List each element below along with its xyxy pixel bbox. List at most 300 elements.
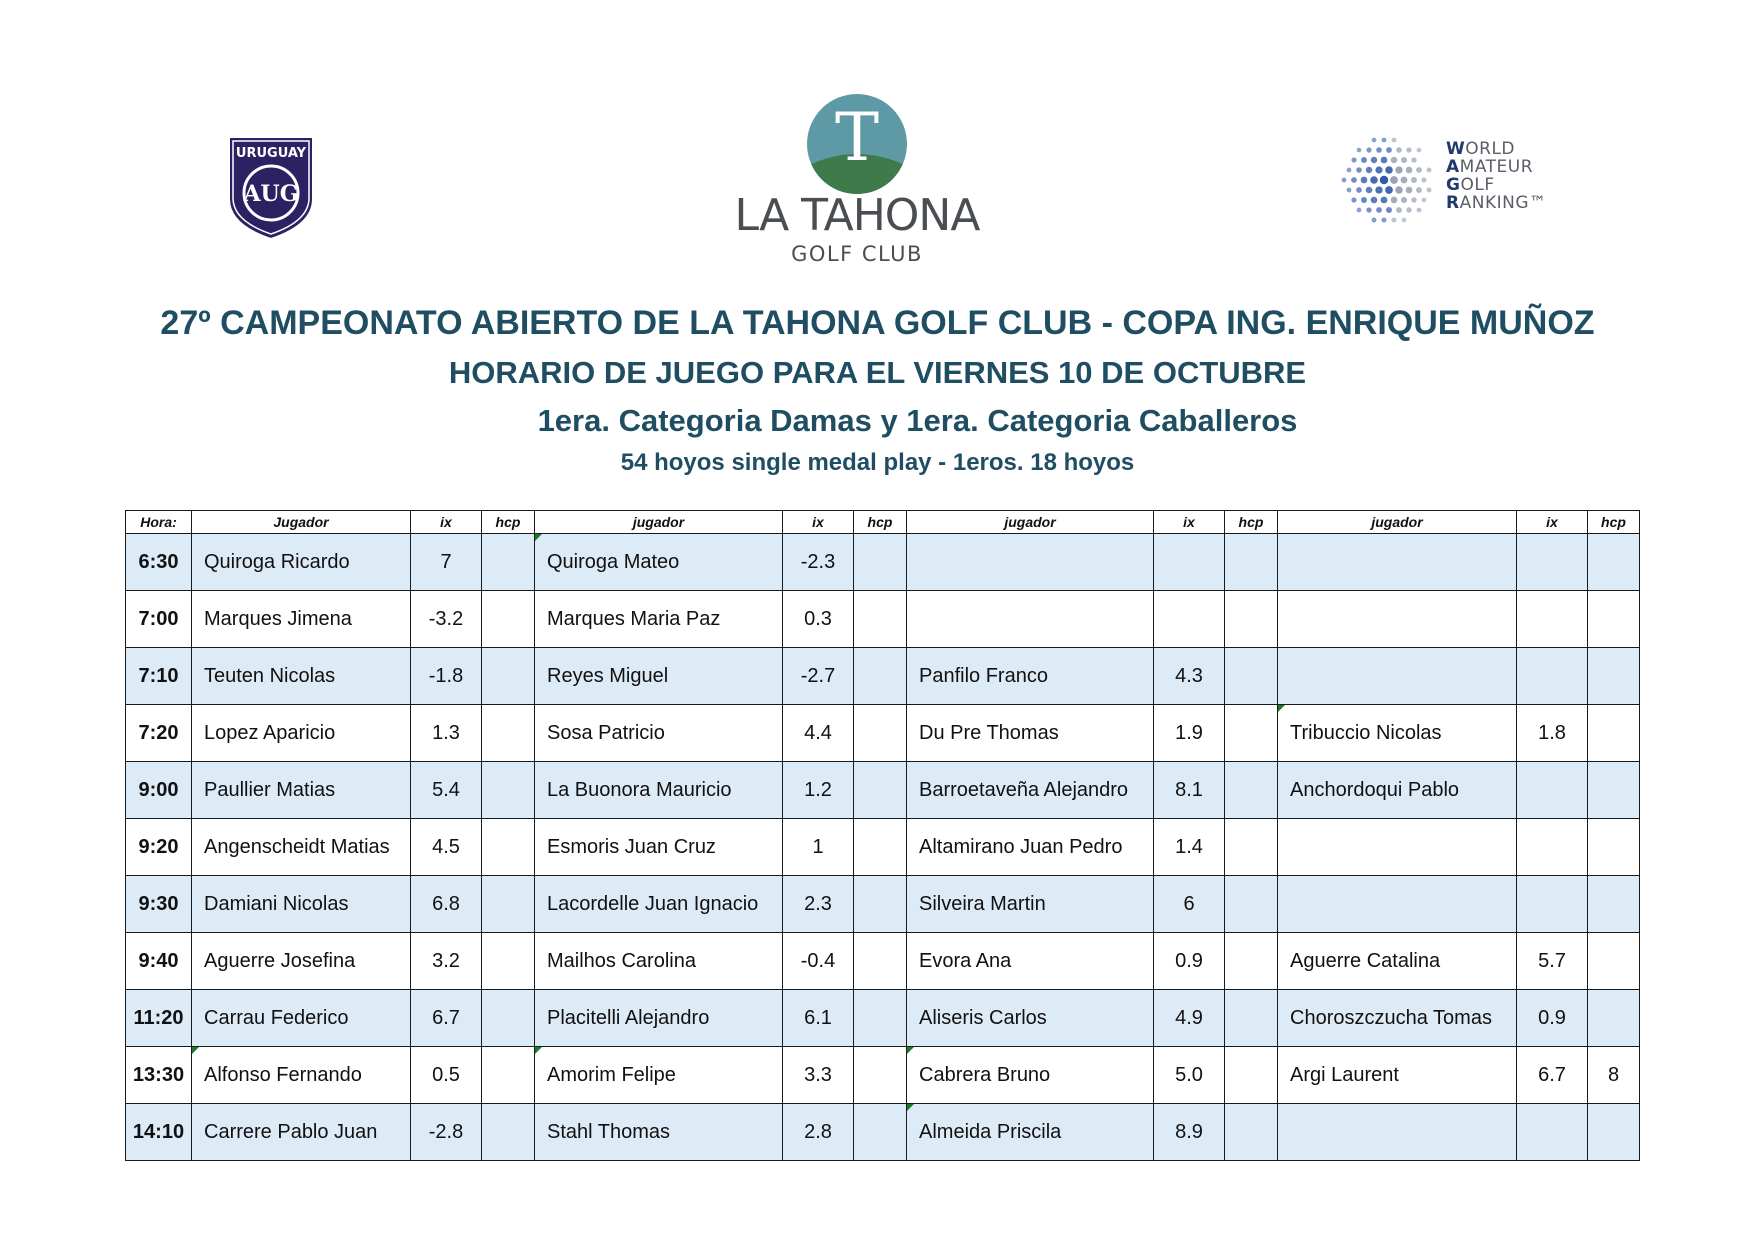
cell-value: 6.7 bbox=[1538, 1063, 1566, 1086]
player-hcp bbox=[482, 648, 535, 705]
cell-value: 6.1 bbox=[804, 1006, 832, 1029]
player-index bbox=[411, 819, 482, 876]
golf-ball-dimple bbox=[1357, 208, 1362, 213]
player-name bbox=[535, 762, 783, 819]
player-name bbox=[1278, 819, 1517, 876]
cell-value: 2.8 bbox=[804, 1120, 832, 1143]
cell-value: -1.8 bbox=[428, 664, 464, 687]
player-hcp bbox=[1225, 705, 1278, 762]
player-index bbox=[783, 990, 854, 1047]
player-name bbox=[192, 1047, 411, 1104]
player-index bbox=[411, 1104, 482, 1161]
player-hcp bbox=[1588, 648, 1640, 705]
golf-ball-dimple bbox=[1386, 207, 1392, 213]
player-hcp bbox=[1588, 1104, 1640, 1161]
player-hcp bbox=[854, 819, 907, 876]
wagr-word: GOLF bbox=[1446, 175, 1495, 195]
player-name bbox=[192, 648, 411, 705]
cell-value: 8.1 bbox=[1175, 778, 1203, 801]
cell-value: 1 bbox=[812, 835, 824, 858]
golf-ball-dimple bbox=[1382, 138, 1387, 143]
cell-value: 5.4 bbox=[432, 778, 460, 801]
cell-value: -2.3 bbox=[800, 550, 836, 573]
player-index bbox=[1154, 762, 1225, 819]
player-index bbox=[411, 648, 482, 705]
golf-ball-dimple bbox=[1427, 188, 1432, 193]
golf-ball-dimple bbox=[1347, 168, 1352, 173]
player-hcp bbox=[1225, 933, 1278, 990]
golf-ball-dimple bbox=[1385, 166, 1393, 174]
player-index bbox=[1154, 648, 1225, 705]
player-hcp bbox=[854, 1104, 907, 1161]
player-hcp bbox=[854, 990, 907, 1047]
player-index bbox=[1517, 705, 1588, 762]
column-header: hcp bbox=[854, 511, 907, 534]
player-name bbox=[1278, 990, 1517, 1047]
cell-value: Panfilo Franco bbox=[919, 664, 1048, 687]
golf-ball-dimple bbox=[1416, 187, 1422, 193]
comment-marker-icon bbox=[907, 1047, 914, 1054]
golf-ball-dimple bbox=[1361, 197, 1367, 203]
player-name bbox=[1278, 648, 1517, 705]
cell-value: 5.7 bbox=[1538, 949, 1566, 972]
table-row bbox=[126, 819, 1640, 876]
player-index bbox=[1154, 591, 1225, 648]
player-name bbox=[1278, 705, 1517, 762]
golf-ball-dimple bbox=[1356, 167, 1362, 173]
player-hcp bbox=[1225, 876, 1278, 933]
cell-value: 1.8 bbox=[1538, 721, 1566, 744]
cell-value: 3.3 bbox=[804, 1063, 832, 1086]
cell-value: Reyes Miguel bbox=[547, 664, 669, 687]
aug-monogram: AUG bbox=[243, 181, 299, 207]
player-hcp bbox=[1225, 648, 1278, 705]
player-index bbox=[1517, 762, 1588, 819]
cell-value: Lacordelle Juan Ignacio bbox=[547, 892, 759, 915]
player-name bbox=[1278, 1104, 1517, 1161]
golf-ball-dimple bbox=[1372, 138, 1377, 143]
wagr-word: WORLD bbox=[1446, 139, 1516, 159]
player-name bbox=[907, 933, 1154, 990]
player-name bbox=[535, 933, 783, 990]
player-index bbox=[1154, 705, 1225, 762]
player-name bbox=[535, 1047, 783, 1104]
golf-ball-dimple bbox=[1416, 167, 1422, 173]
player-name bbox=[535, 1104, 783, 1161]
golf-ball-dimple bbox=[1402, 218, 1407, 223]
golf-ball-icon bbox=[1338, 134, 1432, 228]
golf-ball-dimple bbox=[1351, 177, 1357, 183]
player-index bbox=[783, 762, 854, 819]
cell-value: -3.2 bbox=[428, 607, 464, 630]
cell-value: Barroetaveña Alejandro bbox=[919, 778, 1129, 801]
cell-value: -2.7 bbox=[800, 664, 836, 687]
cell-value: Marques Jimena bbox=[204, 607, 352, 630]
cell-value: Teuten Nicolas bbox=[204, 664, 336, 687]
tee-time: 6:30 bbox=[126, 534, 192, 591]
golf-ball-dimple bbox=[1366, 147, 1371, 152]
golf-ball-dimple bbox=[1366, 207, 1371, 212]
player-hcp bbox=[1225, 990, 1278, 1047]
player-index bbox=[783, 1047, 854, 1104]
player-hcp bbox=[1588, 990, 1640, 1047]
player-hcp bbox=[1588, 534, 1640, 591]
golf-ball-dimple bbox=[1342, 178, 1347, 183]
cell-value: Cabrera Bruno bbox=[919, 1063, 1051, 1086]
cell-value: 0.3 bbox=[804, 607, 832, 630]
cell-value: 1.4 bbox=[1175, 835, 1203, 858]
tee-time: 7:10 bbox=[126, 648, 192, 705]
tee-time: 9:40 bbox=[126, 933, 192, 990]
cell-value: Altamirano Juan Pedro bbox=[919, 835, 1123, 858]
player-index bbox=[1154, 1047, 1225, 1104]
golf-ball-dimple bbox=[1361, 177, 1368, 184]
cell-value: 6.7 bbox=[432, 1006, 460, 1029]
player-name bbox=[535, 705, 783, 762]
wagr-word: AMATEUR bbox=[1446, 157, 1534, 177]
column-header: jugador bbox=[1278, 511, 1517, 534]
golf-ball-dimple bbox=[1396, 207, 1402, 213]
golf-ball-dimple bbox=[1390, 176, 1398, 184]
golf-ball-dimple bbox=[1381, 217, 1386, 222]
cell-value: Quiroga Ricardo bbox=[204, 550, 350, 573]
player-index bbox=[1517, 648, 1588, 705]
cell-value: 4.5 bbox=[432, 835, 460, 858]
tee-time: 9:30 bbox=[126, 876, 192, 933]
tahona-emblem-letter: T bbox=[834, 99, 880, 176]
cell-value: 4.9 bbox=[1175, 1006, 1203, 1029]
golf-ball-dimple bbox=[1411, 177, 1417, 183]
player-name bbox=[1278, 1047, 1517, 1104]
player-name bbox=[1278, 534, 1517, 591]
cell-value: 8.9 bbox=[1175, 1120, 1203, 1143]
cell-value: Argi Laurent bbox=[1290, 1063, 1399, 1086]
column-header: ix bbox=[1154, 511, 1225, 534]
player-hcp bbox=[1588, 762, 1640, 819]
tee-time: 9:00 bbox=[126, 762, 192, 819]
player-hcp bbox=[482, 990, 535, 1047]
golf-ball-dimple bbox=[1401, 177, 1408, 184]
golf-ball-dimple bbox=[1366, 167, 1372, 173]
aug-top-text: URUGUAY bbox=[235, 146, 307, 161]
golf-ball-dimple bbox=[1392, 218, 1397, 223]
player-index bbox=[1154, 990, 1225, 1047]
golf-ball-dimple bbox=[1386, 147, 1392, 153]
cell-value: Lopez Aparicio bbox=[204, 721, 336, 744]
golf-ball-dimple bbox=[1361, 157, 1367, 163]
player-hcp bbox=[854, 1047, 907, 1104]
cell-value: Angenscheidt Matias bbox=[204, 835, 390, 858]
player-name bbox=[192, 876, 411, 933]
player-hcp bbox=[482, 762, 535, 819]
tee-time: 13:30 bbox=[126, 1047, 192, 1104]
player-name bbox=[192, 534, 411, 591]
player-hcp bbox=[482, 534, 535, 591]
cell-value: 0.9 bbox=[1538, 1006, 1566, 1029]
player-hcp bbox=[482, 933, 535, 990]
cell-value: Evora Ana bbox=[919, 949, 1012, 972]
cell-value: Placitelli Alejandro bbox=[547, 1006, 710, 1029]
player-name bbox=[907, 1047, 1154, 1104]
player-name bbox=[535, 591, 783, 648]
player-hcp bbox=[1225, 819, 1278, 876]
player-index bbox=[411, 933, 482, 990]
player-hcp bbox=[854, 648, 907, 705]
column-header: ix bbox=[1517, 511, 1588, 534]
player-hcp bbox=[1588, 819, 1640, 876]
player-name bbox=[192, 1104, 411, 1161]
comment-marker-icon bbox=[907, 1104, 914, 1111]
player-name bbox=[192, 819, 411, 876]
golf-ball-dimple bbox=[1422, 198, 1427, 203]
cell-value: 6.8 bbox=[432, 892, 460, 915]
player-index bbox=[783, 819, 854, 876]
golf-ball-dimple bbox=[1351, 157, 1356, 162]
comment-marker-icon bbox=[535, 1047, 542, 1054]
player-name bbox=[907, 1104, 1154, 1161]
golf-ball-dimple bbox=[1411, 197, 1416, 202]
cell-value: 2.3 bbox=[804, 892, 832, 915]
cell-value: 4.4 bbox=[804, 721, 832, 744]
player-index bbox=[1517, 990, 1588, 1047]
golf-ball-dimple bbox=[1385, 186, 1393, 194]
player-hcp bbox=[1588, 876, 1640, 933]
golf-ball-dimple bbox=[1391, 157, 1398, 164]
table-row bbox=[126, 534, 1640, 591]
table-row bbox=[126, 762, 1640, 819]
player-hcp bbox=[854, 705, 907, 762]
cell-value: Stahl Thomas bbox=[547, 1120, 671, 1143]
cell-value: Tribuccio Nicolas bbox=[1290, 721, 1442, 744]
player-hcp bbox=[482, 1104, 535, 1161]
player-index bbox=[783, 534, 854, 591]
cell-value: -2.8 bbox=[428, 1120, 464, 1143]
wagr-logo bbox=[1338, 134, 1558, 228]
player-name bbox=[535, 534, 783, 591]
player-index bbox=[1517, 876, 1588, 933]
cell-value: 1.2 bbox=[804, 778, 832, 801]
player-hcp bbox=[854, 534, 907, 591]
cell-value: 0.9 bbox=[1175, 949, 1203, 972]
player-index bbox=[411, 534, 482, 591]
golf-ball-dimple bbox=[1406, 167, 1413, 174]
player-hcp bbox=[482, 1047, 535, 1104]
player-name bbox=[907, 762, 1154, 819]
cell-value: 0.5 bbox=[432, 1063, 460, 1086]
comment-marker-icon bbox=[535, 534, 542, 541]
player-hcp bbox=[1588, 1047, 1640, 1104]
player-name bbox=[1278, 933, 1517, 990]
golf-ball-dimple bbox=[1356, 187, 1362, 193]
player-name bbox=[907, 819, 1154, 876]
comment-marker-icon bbox=[192, 1047, 199, 1054]
cell-value: Mailhos Carolina bbox=[547, 949, 696, 972]
golf-ball-dimple bbox=[1375, 166, 1382, 173]
championship-title: 27º CAMPEONATO ABIERTO DE LA TAHONA GOLF CLUB - COPA ING. ENRIQUE MUÑOZ bbox=[160, 304, 1595, 342]
table-row bbox=[126, 648, 1640, 705]
golf-ball-dimple bbox=[1351, 197, 1356, 202]
player-hcp bbox=[854, 933, 907, 990]
player-hcp bbox=[1588, 705, 1640, 762]
player-name bbox=[907, 534, 1154, 591]
tahona-subtitle: GOLF CLUB bbox=[791, 242, 923, 266]
player-name bbox=[192, 762, 411, 819]
column-header: hcp bbox=[482, 511, 535, 534]
golf-ball-dimple bbox=[1381, 157, 1388, 164]
golf-ball-dimple bbox=[1376, 147, 1382, 153]
tahona-name: LA TAHONA bbox=[734, 190, 980, 241]
tee-time: 7:20 bbox=[126, 705, 192, 762]
player-index bbox=[783, 876, 854, 933]
player-name bbox=[1278, 876, 1517, 933]
cell-value: 7 bbox=[440, 550, 452, 573]
golf-ball-dimple bbox=[1401, 157, 1407, 163]
cell-value: Alfonso Fernando bbox=[204, 1063, 362, 1086]
table-row bbox=[126, 1104, 1640, 1161]
player-index bbox=[1154, 933, 1225, 990]
player-index bbox=[411, 1047, 482, 1104]
golf-ball-dimple bbox=[1372, 218, 1377, 223]
golf-ball-dimple bbox=[1375, 186, 1382, 193]
comment-marker-icon bbox=[1278, 705, 1285, 712]
column-header: jugador bbox=[535, 511, 783, 534]
column-header: jugador bbox=[907, 511, 1154, 534]
golf-ball-dimple bbox=[1366, 187, 1373, 194]
player-index bbox=[1517, 534, 1588, 591]
player-name bbox=[1278, 591, 1517, 648]
cell-value: La Buonora Mauricio bbox=[547, 778, 732, 801]
tee-time: 9:20 bbox=[126, 819, 192, 876]
player-index bbox=[1154, 876, 1225, 933]
golf-ball-dimple bbox=[1417, 208, 1422, 213]
cell-value: Paullier Matias bbox=[204, 778, 336, 801]
table-row bbox=[126, 591, 1640, 648]
cell-value: Silveira Martin bbox=[919, 892, 1046, 915]
column-header: hcp bbox=[1225, 511, 1278, 534]
player-index bbox=[411, 705, 482, 762]
golf-ball-dimple bbox=[1401, 197, 1407, 203]
player-index bbox=[411, 876, 482, 933]
player-name bbox=[907, 648, 1154, 705]
aug-uruguay-logo bbox=[226, 133, 316, 241]
cell-value: 5.0 bbox=[1175, 1063, 1203, 1086]
cell-value: Quiroga Mateo bbox=[547, 550, 680, 573]
cell-value: Almeida Priscila bbox=[919, 1120, 1062, 1143]
cell-value: Aguerre Catalina bbox=[1290, 949, 1441, 972]
player-hcp bbox=[854, 876, 907, 933]
player-index bbox=[1517, 933, 1588, 990]
player-name bbox=[1278, 762, 1517, 819]
player-name bbox=[192, 591, 411, 648]
golf-ball-dimple bbox=[1392, 138, 1397, 143]
player-index bbox=[783, 705, 854, 762]
golf-ball-dimple bbox=[1370, 176, 1378, 184]
player-hcp bbox=[482, 876, 535, 933]
tee-time: 7:00 bbox=[126, 591, 192, 648]
cell-value: 1.3 bbox=[432, 721, 460, 744]
player-index bbox=[783, 1104, 854, 1161]
golf-ball-dimple bbox=[1371, 157, 1377, 163]
player-hcp bbox=[1225, 1047, 1278, 1104]
table-row bbox=[126, 933, 1640, 990]
golf-ball-dimple bbox=[1391, 197, 1398, 204]
golf-ball-dimple bbox=[1381, 197, 1388, 204]
column-header: hcp bbox=[1588, 511, 1640, 534]
cell-value: 4.3 bbox=[1175, 664, 1203, 687]
player-index bbox=[1517, 591, 1588, 648]
golf-ball-dimple bbox=[1411, 157, 1416, 162]
player-hcp bbox=[1588, 933, 1640, 990]
player-name bbox=[535, 990, 783, 1047]
golf-ball-dimple bbox=[1376, 207, 1382, 213]
golf-ball-dimple bbox=[1347, 188, 1352, 193]
player-name bbox=[535, 876, 783, 933]
tee-time: 14:10 bbox=[126, 1104, 192, 1161]
player-name bbox=[192, 990, 411, 1047]
player-name bbox=[192, 933, 411, 990]
player-index bbox=[1154, 819, 1225, 876]
tee-time-table bbox=[125, 510, 1640, 1161]
player-index bbox=[411, 762, 482, 819]
golf-ball-dimple bbox=[1395, 186, 1402, 193]
player-index bbox=[1517, 1047, 1588, 1104]
cell-value: 3.2 bbox=[432, 949, 460, 972]
golf-ball-dimple bbox=[1395, 166, 1402, 173]
la-tahona-logo bbox=[712, 94, 1002, 270]
schedule-date-title: HORARIO DE JUEGO PARA EL VIERNES 10 DE OCTUBRE bbox=[448, 355, 1307, 390]
player-index bbox=[411, 990, 482, 1047]
cell-value: Choroszczucha Tomas bbox=[1290, 1006, 1492, 1029]
cell-value: Aguerre Josefina bbox=[204, 949, 356, 972]
player-index bbox=[783, 933, 854, 990]
player-index bbox=[783, 648, 854, 705]
golf-ball-dimple bbox=[1406, 147, 1411, 152]
wagr-word: RANKING™ bbox=[1446, 193, 1547, 213]
player-name bbox=[907, 591, 1154, 648]
category-title: 1era. Categoria Damas y 1era. Categoria Caballeros bbox=[537, 403, 1298, 438]
golf-ball-dimple bbox=[1406, 187, 1413, 194]
table-row bbox=[126, 876, 1640, 933]
player-index bbox=[411, 591, 482, 648]
golf-ball-dimple bbox=[1427, 168, 1432, 173]
cell-value: 6 bbox=[1183, 892, 1195, 915]
cell-value: Amorim Felipe bbox=[547, 1063, 676, 1086]
player-hcp bbox=[1225, 1104, 1278, 1161]
cell-value: Marques Maria Paz bbox=[547, 607, 721, 630]
cell-value: Damiani Nicolas bbox=[204, 892, 349, 915]
cell-value: Carrau Federico bbox=[204, 1006, 349, 1029]
player-index bbox=[783, 591, 854, 648]
cell-value: Sosa Patricio bbox=[547, 721, 665, 744]
golf-ball-dimple bbox=[1406, 207, 1411, 212]
player-hcp bbox=[854, 591, 907, 648]
player-index bbox=[1517, 819, 1588, 876]
cell-value: -0.4 bbox=[800, 949, 836, 972]
cell-value: Anchordoqui Pablo bbox=[1290, 778, 1460, 801]
table-row bbox=[126, 990, 1640, 1047]
table-row bbox=[126, 705, 1640, 762]
cell-value: Carrere Pablo Juan bbox=[204, 1120, 378, 1143]
player-index bbox=[1517, 1104, 1588, 1161]
player-name bbox=[192, 705, 411, 762]
player-hcp bbox=[1225, 762, 1278, 819]
player-name bbox=[907, 876, 1154, 933]
table-row bbox=[126, 1047, 1640, 1104]
golf-ball-dimple bbox=[1371, 197, 1378, 204]
cell-value: 1.9 bbox=[1175, 721, 1203, 744]
golf-ball-dimple bbox=[1417, 148, 1422, 153]
column-header: Jugador bbox=[192, 511, 411, 534]
